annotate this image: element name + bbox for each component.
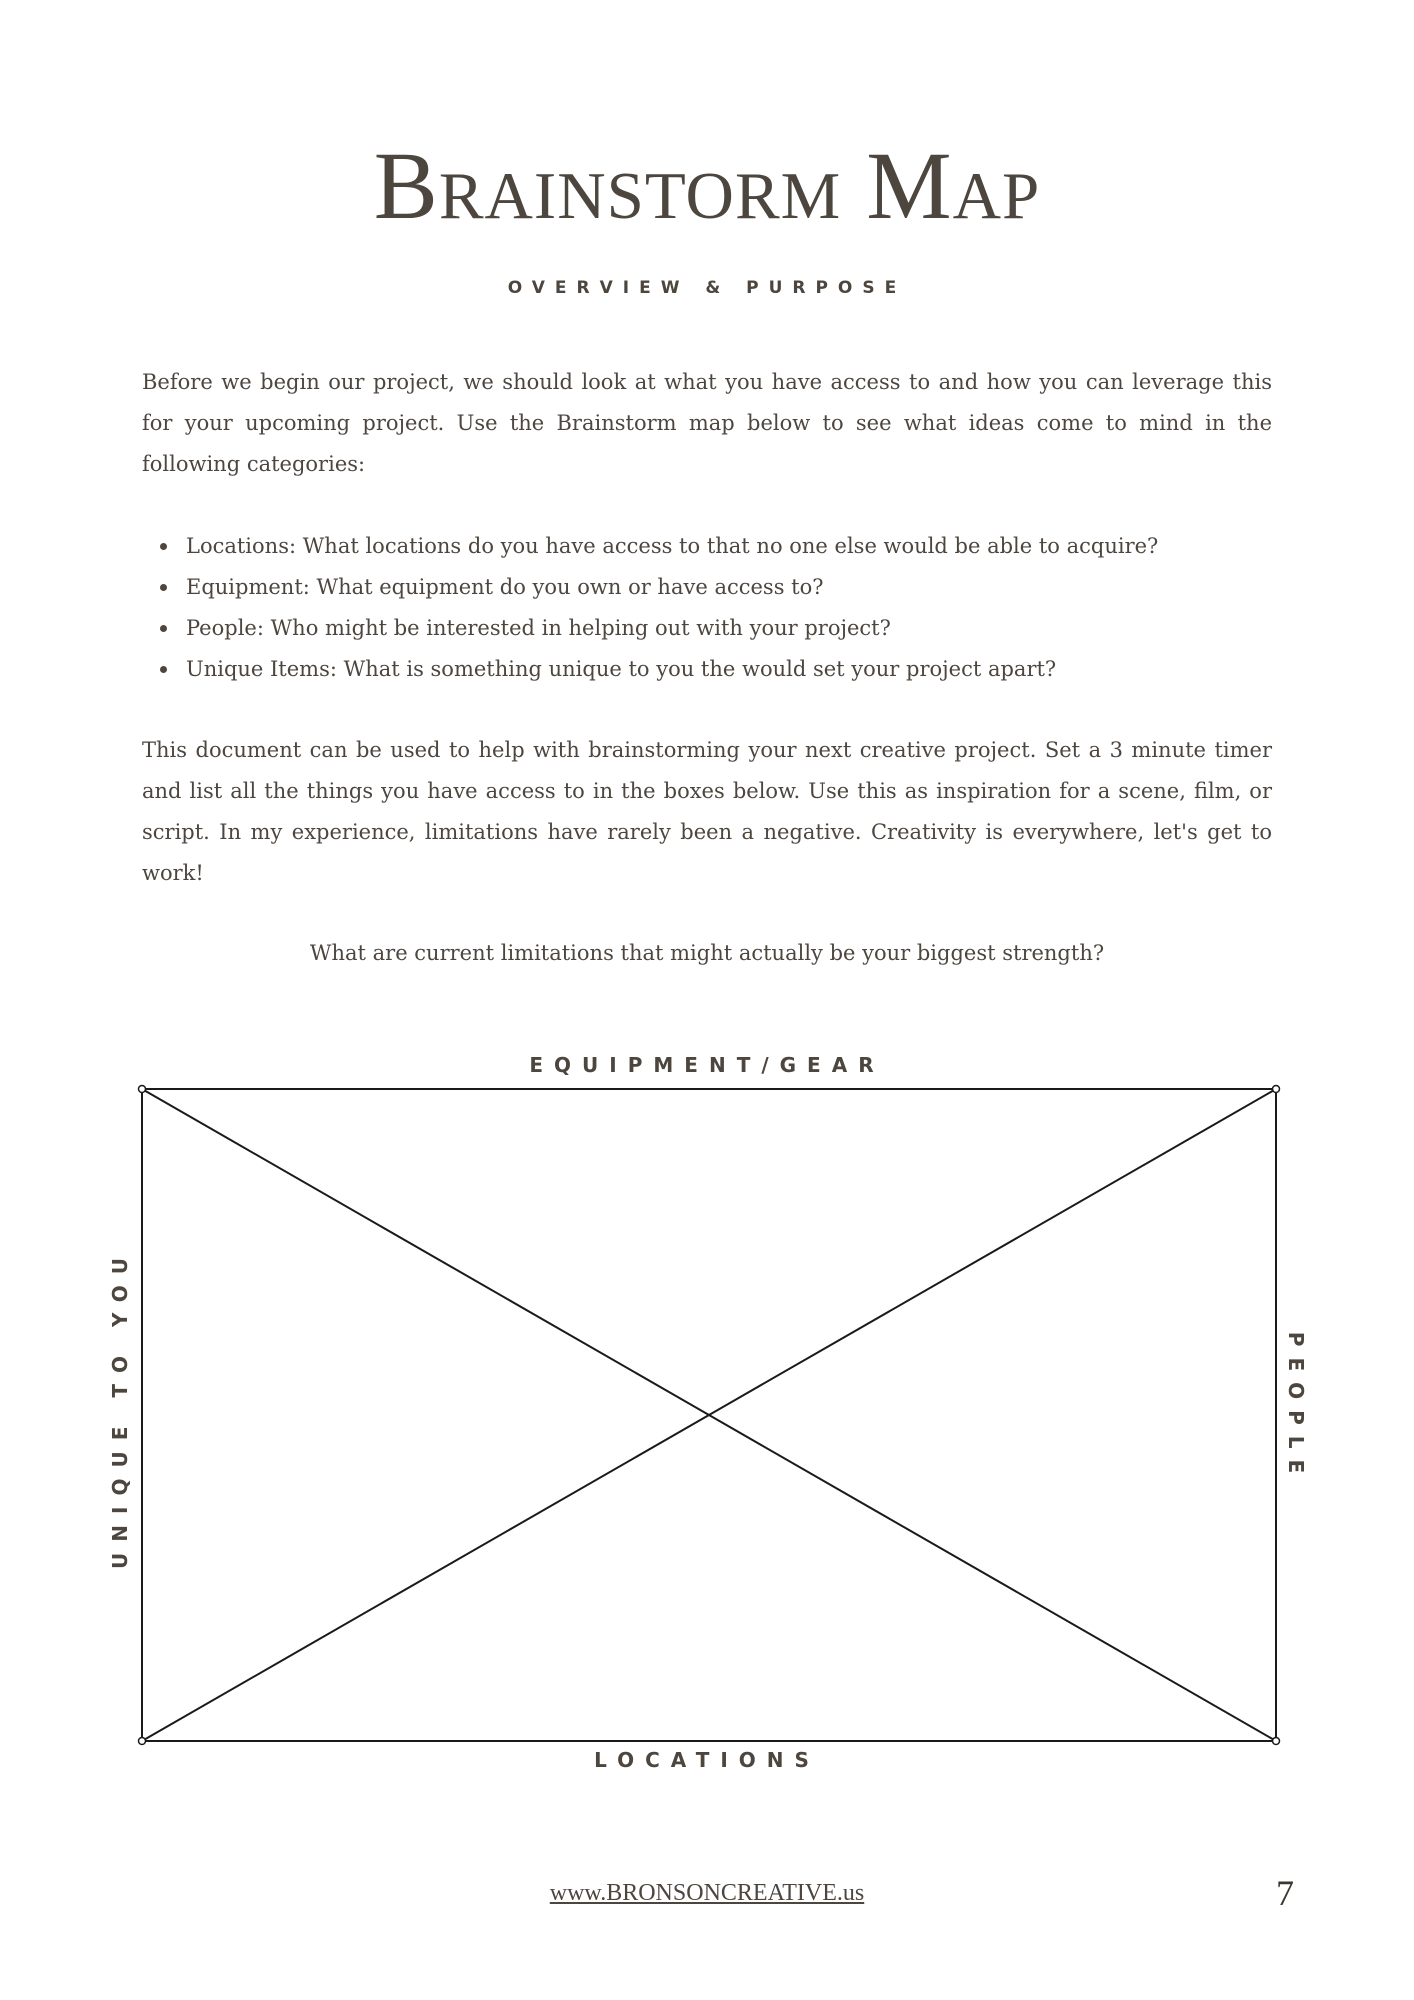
bullet-icon bbox=[160, 666, 167, 673]
instructions-paragraph: This document can be used to help with brainstorming your next creative project. Set a 3 minute timer and list all the things you have access to in the boxes below. Use this as inspiration for a scene, film, or script. In my experience, limitations have rarely been a negative. Creativity is everywhere, let's get to work! bbox=[142, 738, 1272, 885]
category-list bbox=[186, 526, 1286, 690]
corner-handle-bottom-right bbox=[1273, 1738, 1280, 1745]
list-item bbox=[186, 649, 1286, 690]
bullet-icon bbox=[160, 584, 167, 591]
map-diagonal-2 bbox=[142, 1089, 1276, 1741]
map-diagonal-1 bbox=[142, 1089, 1276, 1741]
reflection-question: What are current limitations that might actually be your biggest strength? bbox=[309, 941, 1105, 965]
page-title: Brainstorm Map bbox=[373, 132, 1041, 239]
list-item-text: Equipment: What equipment do you own or have access to? bbox=[186, 575, 824, 599]
website-link[interactable]: www.BRONSONCREATIVE.us bbox=[549, 1880, 865, 1906]
map-label-locations: LOCATIONS bbox=[594, 1748, 820, 1772]
map-label-people: PEOPLE bbox=[1284, 1331, 1308, 1485]
corner-handle-top-left bbox=[139, 1086, 146, 1093]
map-label-unique: UNIQUE TO YOU bbox=[108, 1247, 132, 1569]
corner-handle-top-right bbox=[1273, 1086, 1280, 1093]
list-item bbox=[186, 608, 1286, 649]
list-item bbox=[186, 526, 1286, 567]
map-label-equipment: EQUIPMENT/GEAR bbox=[529, 1053, 885, 1077]
page-number: 7 bbox=[1276, 1873, 1294, 1913]
bullet-icon bbox=[160, 625, 167, 632]
map-frame bbox=[142, 1089, 1276, 1741]
intro-paragraph: Before we begin our project, we should look at what you have access to and how you can leverage this for your upcoming project. Use the Brainstorm map below to see what ideas come to mind in the following categories: bbox=[142, 370, 1272, 476]
section-subtitle: OVERVIEW & PURPOSE bbox=[507, 278, 907, 298]
corner-handle-bottom-left bbox=[139, 1738, 146, 1745]
list-item-text: People: Who might be interested in helping out with your project? bbox=[186, 616, 891, 640]
list-item-text: Unique Items: What is something unique to you the would set your project apart? bbox=[186, 657, 1057, 681]
list-item bbox=[186, 567, 1286, 608]
list-item-text: Locations: What locations do you have access to that no one else would be able to acquire? bbox=[186, 534, 1159, 558]
bullet-icon bbox=[160, 543, 167, 550]
